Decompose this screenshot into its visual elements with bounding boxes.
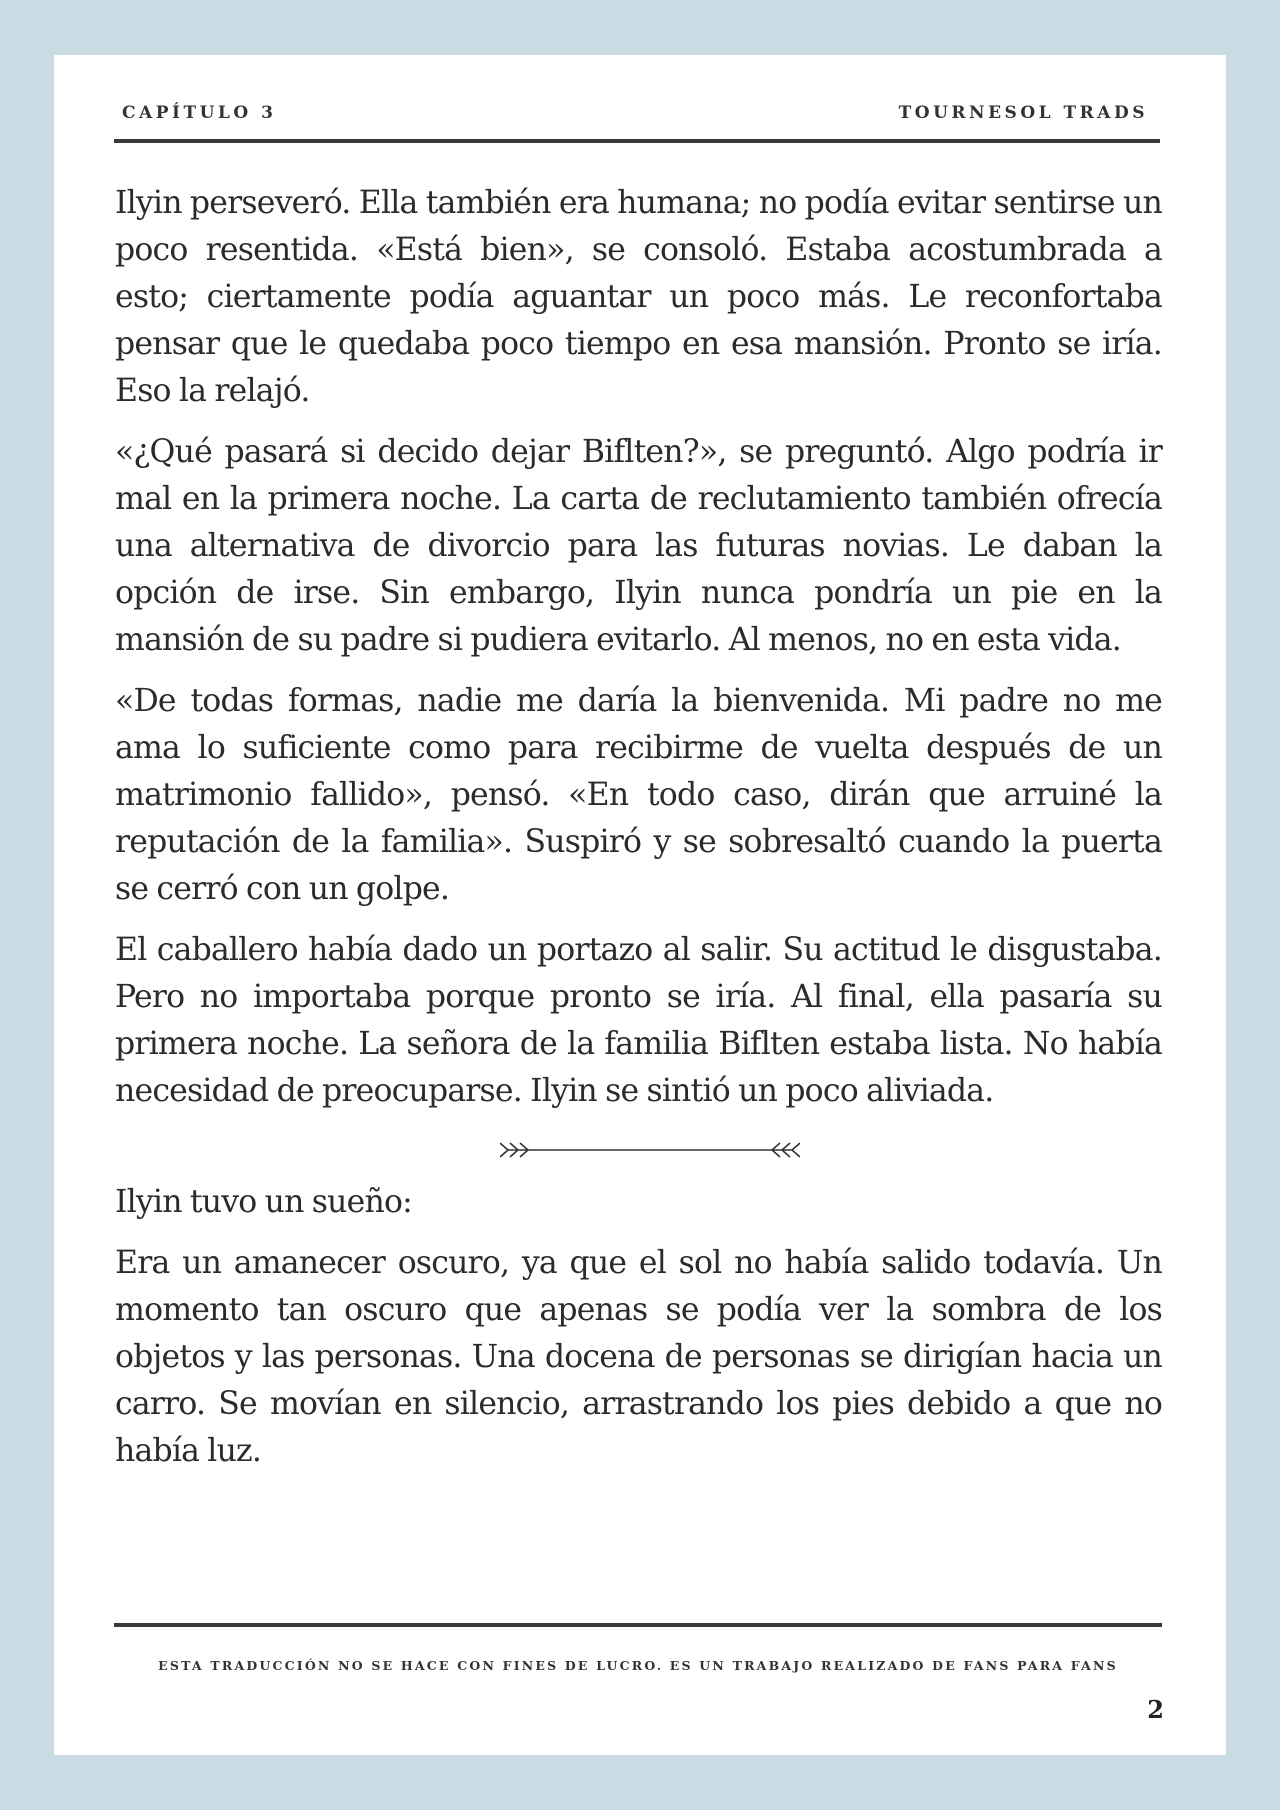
section-divider: [115, 1129, 1162, 1175]
paragraph: «¿Qué pasará si decido dejar Biflten?», se preguntó. Algo podría ir mal en la primera noche. La carta de reclutamiento también ofrecía una alternativa de divorcio para las futuras novias. Le daban la opción de irse. Sin embargo, Ilyin nunca pondría un pie en la mansión de su padre si pudiera evitarlo. Al menos, no en esta vida.: [115, 434, 1162, 658]
translation-group-label: TOURNESOL TRADS: [898, 103, 1148, 123]
paragraph: Era un amanecer oscuro, ya que el sol no había salido todavía. Un momento tan oscuro que apenas se podía ver la sombra de los objetos y las personas. Una docena de personas se dirigían hacia un carro. Se movían en silencio, arrastrando los pies debido a que no había luz.: [115, 1245, 1162, 1469]
paragraph: Ilyin perseveró. Ella también era humana; no podía evitar sentirse un poco resentida. «Está bien», se consoló. Estaba acostumbrada a esto; ciertamente podía aguantar un poco más. Le reconfortaba pensar que le quedaba poco tiempo en esa mansión. Pronto se iría. Eso la relajó.: [115, 185, 1162, 409]
page-header: [114, 103, 1156, 143]
body-text: [115, 180, 1162, 1489]
footer-disclaimer: ESTA TRADUCCIÓN NO SE HACE CON FINES DE LUCRO. ES UN TRABAJO REALIZADO DE FANS PARA FANS: [158, 1658, 1118, 1673]
paragraph: «De todas formas, nadie me daría la bienvenida. Mi padre no me ama lo suficiente como para recibirme de vuelta después de un matrimonio fallido», pensó. «En todo caso, dirán que arruiné la reputación de la familia». Suspiró y se sobresaltó cuando la puerta se cerró con un golpe.: [115, 683, 1162, 907]
arrow-divider-icon: [500, 1135, 800, 1165]
paragraph: El caballero había dado un portazo al salir. Su actitud le disgustaba. Pero no importaba porque pronto se iría. Al final, ella pasaría su primera noche. La señora de la familia Biflten estaba lista. No había necesidad de preocuparse. Ilyin se sintió un poco aliviada.: [115, 932, 1162, 1109]
chapter-label: CAPÍTULO 3: [122, 103, 277, 123]
document-page: [54, 55, 1226, 1755]
footer-rule: [114, 1623, 1162, 1627]
paragraph: Ilyin tuvo un sueño:: [115, 1184, 412, 1220]
page-number: 2: [1147, 1695, 1164, 1724]
header-rule: [114, 139, 1160, 143]
